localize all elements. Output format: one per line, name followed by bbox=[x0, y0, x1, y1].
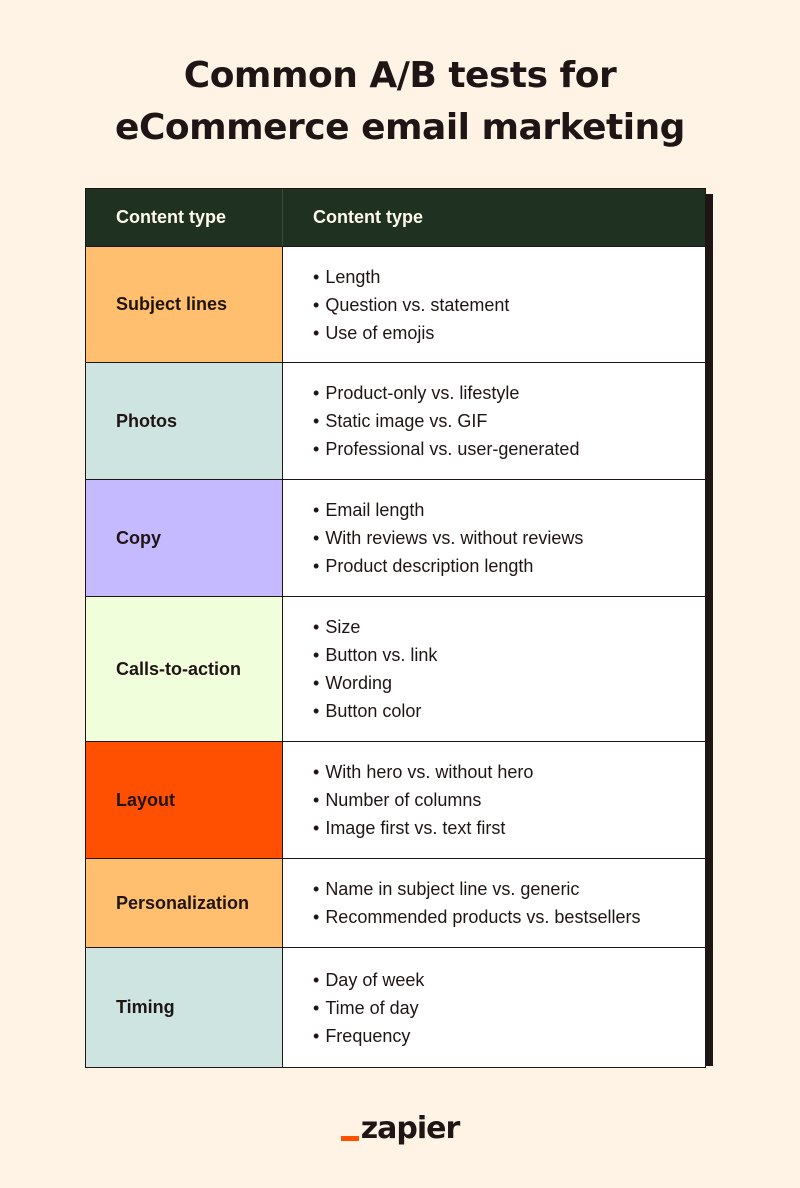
test-item: • Button color bbox=[313, 697, 437, 725]
row-tests bbox=[283, 859, 705, 947]
row-tests bbox=[283, 597, 705, 741]
row-tests bbox=[283, 948, 705, 1067]
table-row bbox=[86, 479, 705, 596]
row-tests bbox=[283, 480, 705, 596]
table-row bbox=[86, 362, 705, 479]
header-cell-tests: Content type bbox=[283, 189, 705, 246]
test-list bbox=[313, 758, 533, 842]
test-item: • Question vs. statement bbox=[313, 291, 509, 319]
test-item: • Size bbox=[313, 613, 437, 641]
title-line-2: eCommerce email marketing bbox=[115, 107, 685, 148]
row-tests bbox=[283, 363, 705, 479]
test-item: • Professional vs. user-generated bbox=[313, 435, 579, 463]
test-list bbox=[313, 496, 583, 580]
header-cell-content-type: Content type bbox=[86, 189, 283, 246]
table-row bbox=[86, 596, 705, 741]
row-label: Photos bbox=[86, 363, 283, 479]
test-item: • With hero vs. without hero bbox=[313, 758, 533, 786]
test-item: • With reviews vs. without reviews bbox=[313, 524, 583, 552]
test-item: • Email length bbox=[313, 496, 583, 524]
test-item: • Static image vs. GIF bbox=[313, 407, 579, 435]
test-item: • Wording bbox=[313, 669, 437, 697]
test-item: • Product-only vs. lifestyle bbox=[313, 379, 579, 407]
test-list bbox=[313, 966, 424, 1050]
test-item: • Day of week bbox=[313, 966, 424, 994]
row-label: Subject lines bbox=[86, 247, 283, 362]
table-header-row bbox=[86, 189, 705, 246]
test-item: • Length bbox=[313, 263, 509, 291]
test-item: • Number of columns bbox=[313, 786, 533, 814]
row-label: Timing bbox=[86, 948, 283, 1067]
table-row bbox=[86, 858, 705, 947]
test-item: • Frequency bbox=[313, 1022, 424, 1050]
test-item: • Use of emojis bbox=[313, 319, 509, 347]
row-label: Copy bbox=[86, 480, 283, 596]
logo-wordmark: zapier bbox=[360, 1111, 460, 1146]
test-list bbox=[313, 263, 509, 347]
table-row bbox=[86, 246, 705, 362]
test-list bbox=[313, 379, 579, 463]
table-row bbox=[86, 741, 705, 858]
row-label: Personalization bbox=[86, 859, 283, 947]
logo-underscore-mark bbox=[341, 1136, 359, 1141]
test-list bbox=[313, 875, 640, 931]
row-label: Calls-to-action bbox=[86, 597, 283, 741]
test-item: • Button vs. link bbox=[313, 641, 437, 669]
test-item: • Product description length bbox=[313, 552, 583, 580]
row-tests bbox=[283, 247, 705, 362]
test-item: • Recommended products vs. bestsellers bbox=[313, 903, 640, 931]
title-line-1: Common A/B tests for bbox=[183, 55, 617, 96]
row-tests bbox=[283, 742, 705, 858]
table-row bbox=[86, 947, 705, 1067]
zapier-logo bbox=[0, 1112, 800, 1146]
page-title bbox=[0, 50, 800, 154]
row-label: Layout bbox=[86, 742, 283, 858]
test-item: • Name in subject line vs. generic bbox=[313, 875, 640, 903]
test-list bbox=[313, 613, 437, 725]
test-item: • Image first vs. text first bbox=[313, 814, 533, 842]
ab-tests-table bbox=[85, 188, 706, 1068]
test-item: • Time of day bbox=[313, 994, 424, 1022]
